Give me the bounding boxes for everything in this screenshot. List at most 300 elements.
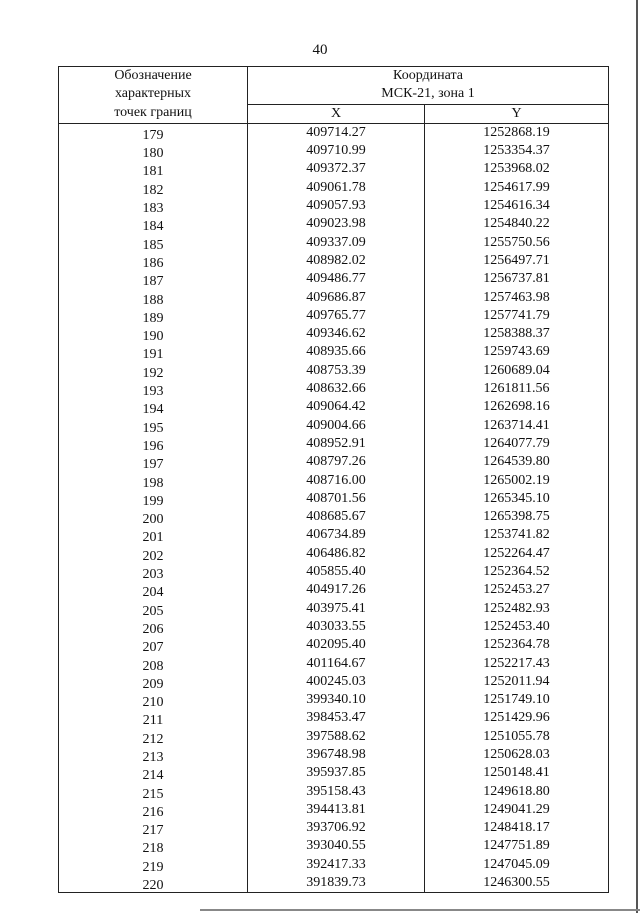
y-coordinate-value: 1265002.19 (483, 472, 550, 488)
y-coordinate-cell (425, 636, 609, 654)
x-coordinate-value: 392417.33 (306, 856, 366, 872)
table-row (59, 380, 609, 398)
point-number-cell (59, 709, 248, 727)
x-coordinate-value: 398453.47 (306, 710, 366, 726)
table-row (59, 453, 609, 471)
y-coordinate-value: 1251749.10 (483, 692, 550, 708)
table-row (59, 307, 609, 325)
coordinates-table (58, 66, 609, 893)
point-number-cell (59, 252, 248, 270)
point-number-cell (59, 691, 248, 709)
point-number-cell (59, 581, 248, 599)
point-number-value: 190 (142, 329, 164, 345)
y-coordinate-value: 1248418.17 (483, 820, 550, 836)
y-coordinate-cell (425, 362, 609, 380)
table-row (59, 709, 609, 727)
y-coordinate-value: 1249041.29 (483, 801, 550, 817)
scan-edge (636, 0, 638, 913)
y-coordinate-value: 1252217.43 (483, 655, 550, 671)
y-coordinate-value: 1257741.79 (483, 307, 550, 323)
y-coordinate-cell (425, 472, 609, 490)
y-coordinate-cell (425, 581, 609, 599)
x-coordinate-value: 408685.67 (306, 509, 366, 525)
point-number-value: 220 (142, 878, 164, 894)
x-coordinate-value: 408982.02 (306, 252, 366, 268)
y-coordinate-value: 1253968.02 (483, 161, 550, 177)
y-coordinate-cell (425, 252, 609, 270)
table-row (59, 563, 609, 581)
y-coordinate-cell (425, 728, 609, 746)
point-number-value: 200 (142, 512, 164, 528)
y-coordinate-cell (425, 655, 609, 673)
x-coordinate-value: 391839.73 (306, 875, 366, 891)
table-row (59, 343, 609, 361)
table-row (59, 398, 609, 416)
y-coordinate-value: 1250148.41 (483, 765, 550, 781)
point-number-cell (59, 343, 248, 361)
y-coordinate-value: 1253354.37 (483, 143, 550, 159)
y-coordinate-value: 1247751.89 (483, 838, 550, 854)
table-row (59, 197, 609, 215)
point-number-cell (59, 325, 248, 343)
y-coordinate-cell (425, 417, 609, 435)
x-coordinate-cell (248, 801, 425, 819)
coordinate-system: МСК-21, зона 1 (381, 86, 475, 102)
x-coordinate-cell (248, 655, 425, 673)
point-number-cell (59, 142, 248, 160)
table-header (59, 67, 609, 124)
table-row (59, 764, 609, 782)
point-number-cell (59, 472, 248, 490)
coordinate-header (248, 67, 609, 105)
point-number-value: 191 (142, 347, 164, 363)
x-coordinate-value: 408753.39 (306, 362, 366, 378)
x-coordinate-cell (248, 380, 425, 398)
point-number-cell (59, 856, 248, 874)
point-number-value: 195 (142, 420, 164, 436)
point-number-value: 198 (142, 475, 164, 491)
x-coordinate-cell (248, 709, 425, 727)
table-row (59, 600, 609, 618)
x-coordinate-value: 409714.27 (306, 124, 366, 140)
y-coordinate-value: 1255750.56 (483, 234, 550, 250)
x-coordinate-cell (248, 545, 425, 563)
x-coordinate-value: 400245.03 (306, 673, 366, 689)
y-coordinate-value: 1253741.82 (483, 527, 550, 543)
point-number-value: 206 (142, 621, 164, 637)
x-coordinate-value: 409710.99 (306, 143, 366, 159)
table-row (59, 746, 609, 764)
page-number: 40 (312, 42, 328, 58)
table-row (59, 123, 609, 142)
table-row (59, 837, 609, 855)
x-coordinate-cell (248, 746, 425, 764)
x-coordinate-cell (248, 234, 425, 252)
x-coordinate-cell (248, 417, 425, 435)
point-number-value: 209 (142, 676, 164, 692)
x-coordinate-cell (248, 307, 425, 325)
table-row (59, 801, 609, 819)
point-number-value: 204 (142, 585, 164, 601)
point-number-cell (59, 307, 248, 325)
x-coordinate-cell (248, 764, 425, 782)
table-row (59, 874, 609, 893)
y-coordinate-cell (425, 307, 609, 325)
point-number-cell (59, 380, 248, 398)
point-number-cell (59, 636, 248, 654)
x-coordinate-value: 409372.37 (306, 161, 366, 177)
y-coordinate-cell (425, 837, 609, 855)
point-number-cell (59, 764, 248, 782)
scan-edge (200, 909, 640, 911)
point-number-value: 199 (142, 493, 164, 509)
point-number-cell (59, 746, 248, 764)
x-coordinate-value: 408632.66 (306, 381, 366, 397)
point-number-cell (59, 123, 248, 142)
table-body (59, 123, 609, 892)
x-coordinate-value: 409337.09 (306, 234, 366, 250)
x-coordinate-value: 396748.98 (306, 746, 366, 762)
table-row (59, 252, 609, 270)
table-row (59, 545, 609, 563)
point-number-cell (59, 197, 248, 215)
y-coordinate-value: 1254840.22 (483, 216, 550, 232)
point-number-cell (59, 270, 248, 288)
y-coordinate-cell (425, 160, 609, 178)
y-coordinate-cell (425, 270, 609, 288)
x-coordinate-value: 408701.56 (306, 490, 366, 506)
point-number-value: 215 (142, 786, 164, 802)
y-coordinate-cell (425, 380, 609, 398)
x-coordinate-cell (248, 563, 425, 581)
x-coordinate-cell (248, 636, 425, 654)
y-coordinate-value: 1261811.56 (483, 381, 550, 397)
y-coordinate-cell (425, 618, 609, 636)
x-coordinate-value: 408716.00 (306, 472, 366, 488)
x-coordinate-value: 393040.55 (306, 838, 366, 854)
x-column-header: X (248, 104, 425, 123)
point-number-value: 219 (142, 859, 164, 875)
table-row (59, 728, 609, 746)
y-coordinate-value: 1265345.10 (483, 490, 550, 506)
table-row (59, 581, 609, 599)
x-coordinate-value: 395158.43 (306, 783, 366, 799)
x-coordinate-cell (248, 252, 425, 270)
point-number-value: 193 (142, 384, 164, 400)
y-coordinate-cell (425, 325, 609, 343)
y-coordinate-cell (425, 545, 609, 563)
point-number-cell (59, 417, 248, 435)
y-coordinate-cell (425, 508, 609, 526)
point-number-value: 194 (142, 402, 164, 418)
table-row (59, 289, 609, 307)
point-number-value: 217 (142, 823, 164, 839)
x-coordinate-value: 405855.40 (306, 564, 366, 580)
point-number-value: 179 (142, 127, 164, 143)
table-row (59, 270, 609, 288)
x-coordinate-value: 408797.26 (306, 454, 366, 470)
table-row (59, 417, 609, 435)
y-coordinate-cell (425, 398, 609, 416)
y-coordinate-cell (425, 435, 609, 453)
coordinate-title: Координата (393, 68, 463, 83)
point-number-cell (59, 801, 248, 819)
x-coordinate-cell (248, 874, 425, 893)
point-number-value: 188 (142, 292, 164, 308)
point-number-cell (59, 160, 248, 178)
point-number-value: 196 (142, 438, 164, 454)
y-coordinate-cell (425, 746, 609, 764)
point-number-value: 197 (142, 457, 164, 473)
y-coordinate-value: 1262698.16 (483, 399, 550, 415)
x-coordinate-cell (248, 215, 425, 233)
point-number-cell (59, 435, 248, 453)
point-number-cell (59, 526, 248, 544)
point-header-line: Обозначение (114, 68, 192, 83)
x-coordinate-cell (248, 343, 425, 361)
x-coordinate-value: 409064.42 (306, 399, 366, 415)
y-coordinate-value: 1254616.34 (483, 198, 550, 214)
y-coordinate-value: 1251429.96 (483, 710, 550, 726)
point-number-value: 180 (142, 146, 164, 162)
table-row (59, 215, 609, 233)
y-column-header: Y (425, 104, 609, 123)
point-number-cell (59, 874, 248, 893)
point-number-cell (59, 673, 248, 691)
y-coordinate-cell (425, 856, 609, 874)
point-header-line: характерных (114, 86, 192, 102)
table-row (59, 819, 609, 837)
point-number-value: 201 (142, 530, 164, 546)
y-coordinate-cell (425, 343, 609, 361)
x-coordinate-value: 406486.82 (306, 545, 366, 561)
y-coordinate-cell (425, 289, 609, 307)
x-coordinate-value: 394413.81 (306, 801, 366, 817)
point-number-cell (59, 453, 248, 471)
y-coordinate-value: 1252364.52 (483, 564, 550, 580)
y-coordinate-cell (425, 453, 609, 471)
y-coordinate-value: 1263714.41 (483, 417, 550, 433)
x-coordinate-value: 395937.85 (306, 765, 366, 781)
table-row (59, 142, 609, 160)
point-number-value: 192 (142, 365, 164, 381)
y-coordinate-value: 1246300.55 (483, 875, 550, 891)
x-coordinate-value: 408952.91 (306, 435, 366, 451)
y-coordinate-value: 1260689.04 (483, 362, 550, 378)
x-coordinate-cell (248, 453, 425, 471)
x-coordinate-cell (248, 783, 425, 801)
point-number-value: 184 (142, 219, 164, 235)
x-coordinate-cell (248, 142, 425, 160)
y-coordinate-cell (425, 215, 609, 233)
x-coordinate-cell (248, 472, 425, 490)
x-coordinate-cell (248, 581, 425, 599)
y-coordinate-cell (425, 600, 609, 618)
x-coordinate-value: 409061.78 (306, 179, 366, 195)
y-coordinate-value: 1252868.19 (483, 124, 550, 140)
y-coordinate-value: 1264539.80 (483, 454, 550, 470)
point-number-value: 182 (142, 182, 164, 198)
point-number-value: 212 (142, 731, 164, 747)
x-coordinate-cell (248, 179, 425, 197)
point-number-value: 214 (142, 768, 164, 784)
point-number-cell (59, 783, 248, 801)
table-row (59, 234, 609, 252)
x-coordinate-cell (248, 435, 425, 453)
table-row (59, 691, 609, 709)
x-coordinate-value: 403975.41 (306, 600, 366, 616)
y-coordinate-cell (425, 179, 609, 197)
y-coordinate-value: 1252011.94 (483, 673, 550, 689)
point-number-cell (59, 837, 248, 855)
point-number-value: 183 (142, 201, 164, 217)
point-number-cell (59, 234, 248, 252)
y-coordinate-value: 1247045.09 (483, 856, 550, 872)
point-number-cell (59, 398, 248, 416)
y-coordinate-value: 1258388.37 (483, 326, 550, 342)
y-coordinate-value: 1252364.78 (483, 637, 550, 653)
x-coordinate-value: 406734.89 (306, 527, 366, 543)
x-coordinate-cell (248, 398, 425, 416)
point-number-value: 189 (142, 310, 164, 326)
table-row (59, 160, 609, 178)
x-coordinate-value: 404917.26 (306, 582, 366, 598)
point-number-cell (59, 508, 248, 526)
y-coordinate-value: 1259743.69 (483, 344, 550, 360)
point-number-value: 216 (142, 804, 164, 820)
y-coordinate-cell (425, 801, 609, 819)
x-coordinate-cell (248, 197, 425, 215)
point-number-cell (59, 600, 248, 618)
y-coordinate-cell (425, 764, 609, 782)
point-number-cell (59, 289, 248, 307)
y-coordinate-cell (425, 563, 609, 581)
point-number-value: 211 (142, 713, 164, 729)
point-number-cell (59, 655, 248, 673)
point-number-cell (59, 362, 248, 380)
x-coordinate-cell (248, 325, 425, 343)
x-coordinate-cell (248, 490, 425, 508)
x-coordinate-cell (248, 837, 425, 855)
x-coordinate-cell (248, 526, 425, 544)
point-number-value: 207 (142, 640, 164, 656)
y-coordinate-cell (425, 490, 609, 508)
y-coordinate-value: 1256497.71 (483, 252, 550, 268)
y-coordinate-cell (425, 673, 609, 691)
point-number-cell (59, 179, 248, 197)
x-coordinate-cell (248, 270, 425, 288)
y-coordinate-cell (425, 123, 609, 142)
x-coordinate-value: 397588.62 (306, 728, 366, 744)
y-coordinate-value: 1264077.79 (483, 435, 550, 451)
y-coordinate-value: 1252453.27 (483, 582, 550, 598)
table-row (59, 435, 609, 453)
x-coordinate-value: 409486.77 (306, 271, 366, 287)
y-coordinate-cell (425, 819, 609, 837)
y-coordinate-cell (425, 197, 609, 215)
y-coordinate-value: 1265398.75 (483, 509, 550, 525)
x-coordinate-cell (248, 691, 425, 709)
table-row (59, 526, 609, 544)
table-row (59, 636, 609, 654)
x-coordinate-value: 409004.66 (306, 417, 366, 433)
point-number-value: 203 (142, 567, 164, 583)
table-row (59, 179, 609, 197)
point-number-value: 208 (142, 658, 164, 674)
table-row (59, 325, 609, 343)
y-coordinate-value: 1257463.98 (483, 289, 550, 305)
x-coordinate-cell (248, 600, 425, 618)
point-number-cell (59, 545, 248, 563)
y-coordinate-value: 1251055.78 (483, 728, 550, 744)
y-coordinate-value: 1254617.99 (483, 179, 550, 195)
point-number-value: 213 (142, 749, 164, 765)
x-coordinate-cell (248, 673, 425, 691)
x-coordinate-value: 409346.62 (306, 326, 366, 342)
point-number-value: 185 (142, 237, 164, 253)
y-coordinate-value: 1252264.47 (483, 545, 550, 561)
table-row (59, 490, 609, 508)
point-number-value: 210 (142, 695, 164, 711)
point-number-value: 186 (142, 255, 164, 271)
point-number-value: 205 (142, 603, 164, 619)
y-coordinate-value: 1252482.93 (483, 600, 550, 616)
x-coordinate-value: 399340.10 (306, 692, 366, 708)
x-coordinate-cell (248, 362, 425, 380)
table-row (59, 362, 609, 380)
x-coordinate-value: 409765.77 (306, 307, 366, 323)
point-header-line: точек границ (114, 104, 192, 120)
point-number-cell (59, 819, 248, 837)
point-number-cell (59, 215, 248, 233)
y-coordinate-value: 1250628.03 (483, 746, 550, 762)
x-coordinate-value: 401164.67 (306, 655, 366, 671)
y-coordinate-cell (425, 783, 609, 801)
y-coordinate-value: 1252453.40 (483, 618, 550, 634)
x-coordinate-cell (248, 160, 425, 178)
y-coordinate-cell (425, 142, 609, 160)
x-coordinate-value: 409686.87 (306, 289, 366, 305)
y-coordinate-value: 1249618.80 (483, 783, 550, 799)
point-column-header (59, 67, 248, 124)
point-number-cell (59, 728, 248, 746)
table-row (59, 508, 609, 526)
table-row (59, 472, 609, 490)
x-coordinate-value: 409057.93 (306, 198, 366, 214)
point-number-value: 181 (142, 164, 164, 180)
point-number-value: 187 (142, 274, 164, 290)
x-coordinate-cell (248, 728, 425, 746)
x-coordinate-cell (248, 508, 425, 526)
point-number-cell (59, 563, 248, 581)
y-coordinate-cell (425, 234, 609, 252)
table-row (59, 655, 609, 673)
x-coordinate-cell (248, 856, 425, 874)
x-coordinate-cell (248, 618, 425, 636)
x-coordinate-value: 402095.40 (306, 637, 366, 653)
y-coordinate-cell (425, 691, 609, 709)
y-coordinate-cell (425, 526, 609, 544)
table-row (59, 673, 609, 691)
point-number-value: 202 (142, 548, 164, 564)
x-coordinate-value: 393706.92 (306, 820, 366, 836)
point-number-cell (59, 618, 248, 636)
table-row (59, 856, 609, 874)
x-coordinate-cell (248, 819, 425, 837)
point-number-value: 218 (142, 841, 164, 857)
x-coordinate-cell (248, 289, 425, 307)
x-coordinate-value: 403033.55 (306, 618, 366, 634)
